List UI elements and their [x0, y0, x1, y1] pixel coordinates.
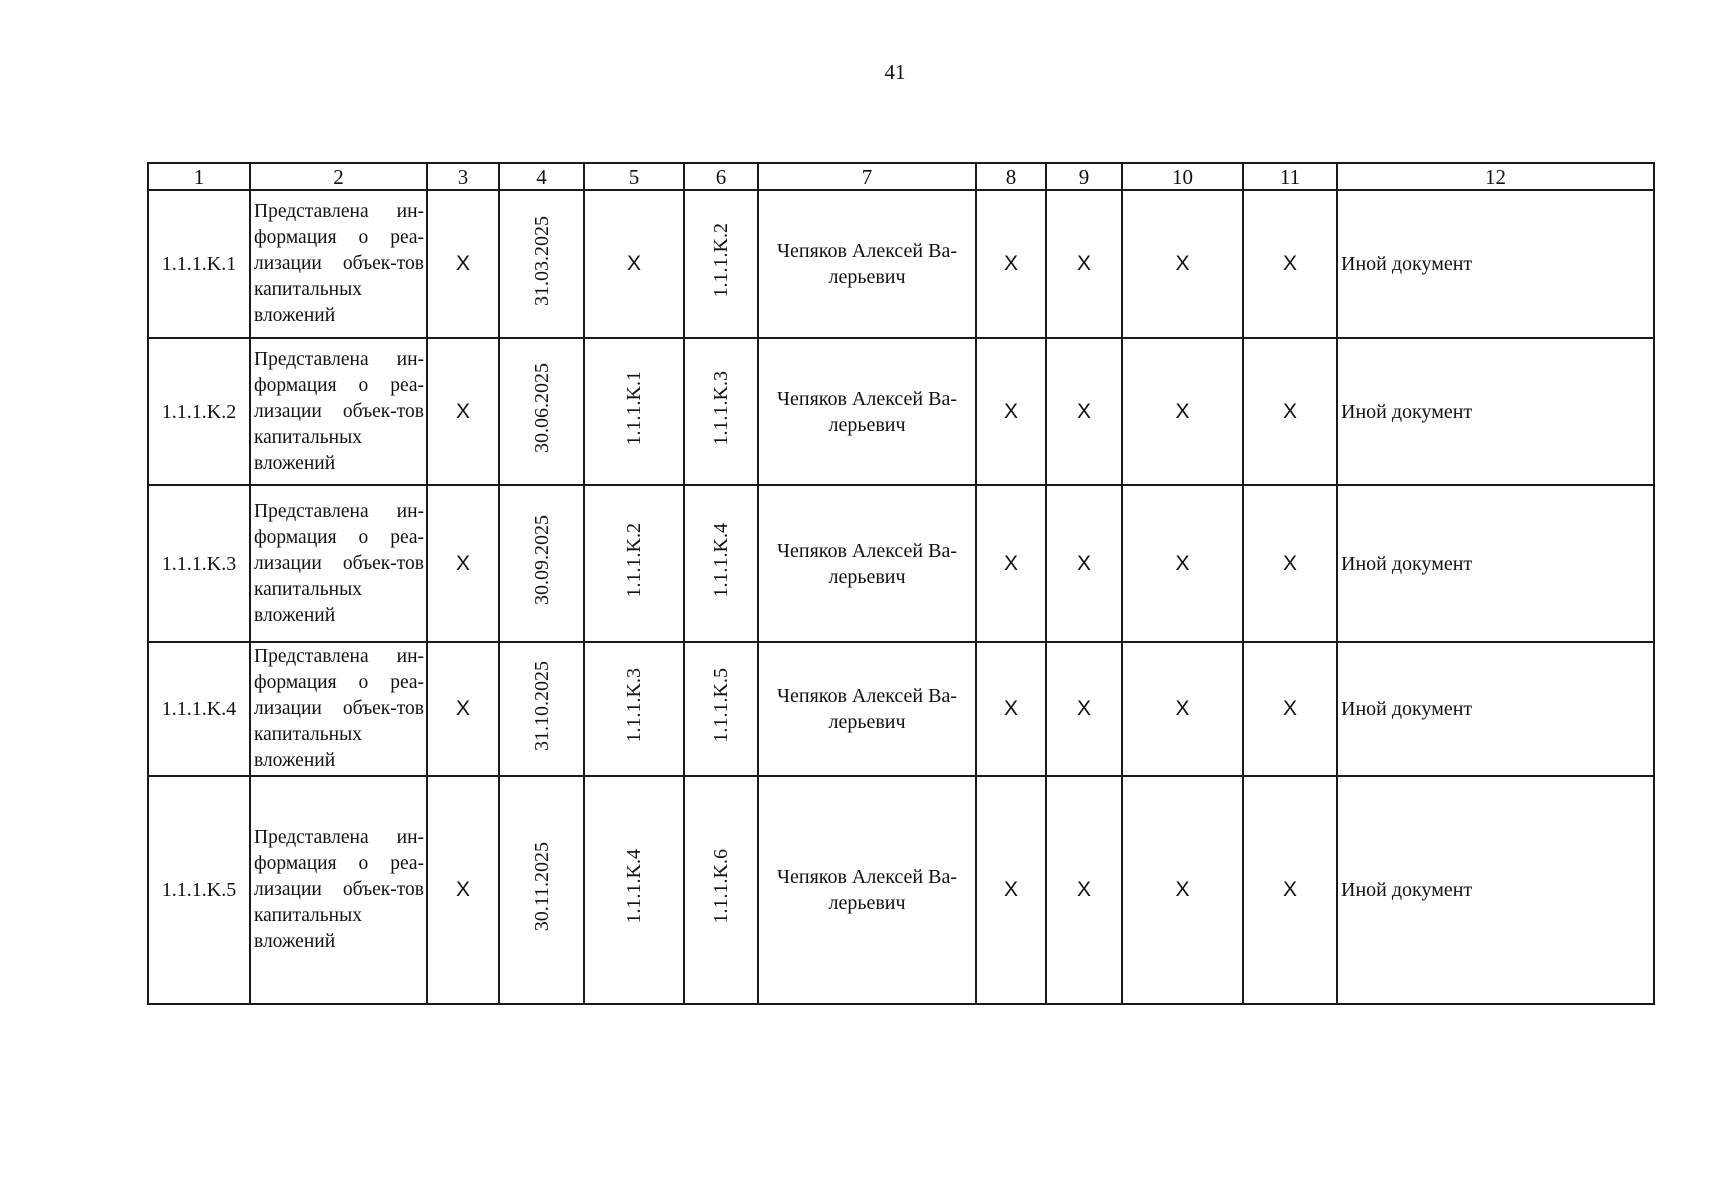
document-type: Иной документ [1337, 190, 1654, 338]
successor-code: 1.1.1.K.5 [710, 668, 732, 743]
cell-mark: X [976, 485, 1046, 642]
cell-mark: X [1046, 485, 1122, 642]
cell-mark: X [427, 190, 499, 338]
column-number-header-row [148, 163, 1654, 190]
cell-mark: X [976, 338, 1046, 485]
page-number: 41 [884, 60, 906, 84]
successor-cell [684, 485, 758, 642]
cell-mark: X [427, 776, 499, 1004]
successor-code: 1.1.1.K.4 [710, 522, 732, 598]
control-point-code: 1.1.1.K.5 [148, 776, 250, 1004]
column-header: 12 [1337, 163, 1654, 190]
deadline-cell [499, 190, 584, 338]
cell-mark: X [976, 642, 1046, 776]
predecessor-code: 1.1.1.K.4 [623, 849, 645, 924]
successor-code: 1.1.1.K.2 [710, 223, 732, 298]
column-header: 11 [1243, 163, 1337, 190]
column-header: 7 [758, 163, 976, 190]
deadline-cell [499, 485, 584, 642]
deadline-date: 31.10.2025 [530, 660, 553, 751]
successor-cell [684, 190, 758, 338]
predecessor-code: 1.1.1.K.3 [623, 668, 645, 743]
deadline-date: 30.11.2025 [530, 841, 553, 932]
cell-mark: X [1243, 642, 1337, 776]
table-row [148, 485, 1654, 642]
deadline-date: 30.06.2025 [530, 363, 553, 453]
cell-mark: X [427, 485, 499, 642]
cell-mark: X [1122, 776, 1243, 1004]
deadline-cell [499, 642, 584, 776]
column-header: 6 [684, 163, 758, 190]
cell-mark: X [1243, 485, 1337, 642]
cell-mark: X [1243, 190, 1337, 338]
cell-mark: X [1122, 485, 1243, 642]
document-type: Иной документ [1337, 485, 1654, 642]
cell-mark: X [976, 776, 1046, 1004]
document-type: Иной документ [1337, 776, 1654, 1004]
cell-mark: X [427, 338, 499, 485]
column-header: 9 [1046, 163, 1122, 190]
control-point-description: Представлена ин-формация о реа-лизации объек-тов капитальных вложений [250, 485, 427, 642]
deadline-date: 31.03.2025 [530, 215, 553, 306]
successor-cell [684, 338, 758, 485]
column-header: 8 [976, 163, 1046, 190]
predecessor-code: 1.1.1.K.1 [623, 370, 645, 446]
responsible-person: Чепяков Алексей Ва-лерьевич [758, 776, 976, 1004]
responsible-person: Чепяков Алексей Ва-лерьевич [758, 642, 976, 776]
table-row [148, 190, 1654, 338]
cell-mark: X [1046, 642, 1122, 776]
deadline-date: 30.09.2025 [530, 515, 553, 605]
predecessor-cell [584, 338, 684, 485]
deadline-cell [499, 338, 584, 485]
table-row [148, 642, 1654, 776]
responsible-person: Чепяков Алексей Ва-лерьевич [758, 485, 976, 642]
column-header: 3 [427, 163, 499, 190]
successor-code: 1.1.1.K.6 [710, 849, 732, 924]
cell-mark: X [1243, 338, 1337, 485]
table-row [148, 776, 1654, 1004]
cell-mark: X [1243, 776, 1337, 1004]
control-point-description: Представлена ин-формация о реа-лизации объек-тов капитальных вложений [250, 190, 427, 338]
document-type: Иной документ [1337, 642, 1654, 776]
control-point-description: Представлена ин-формация о реа-лизации объек-тов капитальных вложений [250, 338, 427, 485]
responsible-person: Чепяков Алексей Ва-лерьевич [758, 338, 976, 485]
control-point-code: 1.1.1.K.1 [148, 190, 250, 338]
control-point-code: 1.1.1.K.2 [148, 338, 250, 485]
control-point-description: Представлена ин-формация о реа-лизации объек-тов капитальных вложений [250, 776, 427, 1004]
column-header: 10 [1122, 163, 1243, 190]
predecessor-cell [584, 642, 684, 776]
control-point-description: Представлена ин-формация о реа-лизации объек-тов капитальных вложений [250, 642, 427, 776]
successor-cell [684, 642, 758, 776]
column-header: 1 [148, 163, 250, 190]
control-points-table [147, 162, 1655, 1005]
cell-mark: X [1122, 338, 1243, 485]
predecessor-cell [584, 485, 684, 642]
cell-mark: X [427, 642, 499, 776]
deadline-cell [499, 776, 584, 1004]
control-point-code: 1.1.1.K.3 [148, 485, 250, 642]
column-header: 5 [584, 163, 684, 190]
control-point-code: 1.1.1.K.4 [148, 642, 250, 776]
successor-code: 1.1.1.K.3 [710, 370, 732, 446]
cell-mark: X [1046, 776, 1122, 1004]
successor-cell [684, 776, 758, 1004]
cell-mark: X [1046, 338, 1122, 485]
predecessor-code: X [626, 252, 641, 275]
predecessor-code: 1.1.1.K.2 [623, 522, 645, 598]
column-header: 2 [250, 163, 427, 190]
cell-mark: X [1122, 190, 1243, 338]
document-type: Иной документ [1337, 338, 1654, 485]
predecessor-cell [584, 190, 684, 338]
predecessor-cell [584, 776, 684, 1004]
cell-mark: X [1122, 642, 1243, 776]
table-row [148, 338, 1654, 485]
cell-mark: X [1046, 190, 1122, 338]
cell-mark: X [976, 190, 1046, 338]
column-header: 4 [499, 163, 584, 190]
responsible-person: Чепяков Алексей Ва-лерьевич [758, 190, 976, 338]
